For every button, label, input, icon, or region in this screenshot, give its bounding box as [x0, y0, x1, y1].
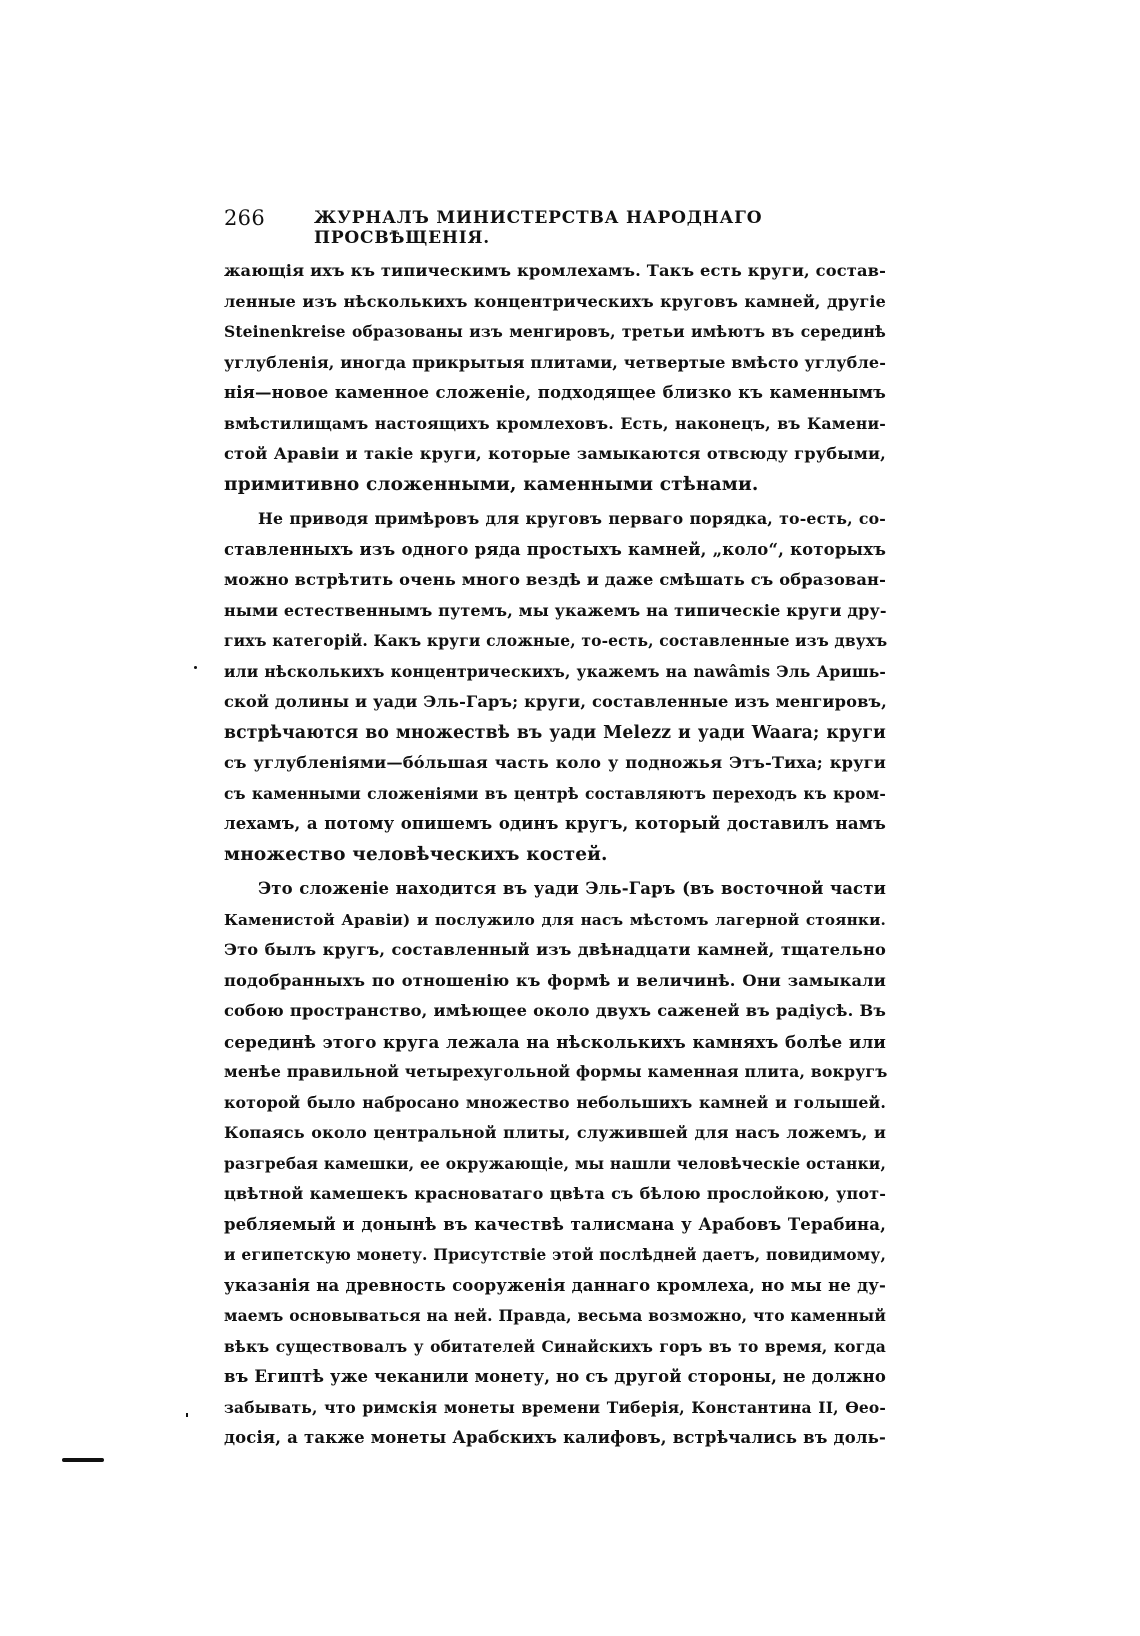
text-line: и египетскую монету. Присутствіе этой послѣдней даетъ, повидимому, [224, 1245, 886, 1264]
text-line: съ каменными сложеніями въ центрѣ составляютъ переходъ къ кром- [224, 783, 886, 803]
text-line: менѣе правильной четырехугольной формы каменная плита, вокругъ [224, 1062, 888, 1081]
text-line: Это былъ кругъ, составленный изъ двѣнадцати камней, тщательно [224, 940, 886, 959]
text-line: Каменистой Аравіи) и послужило для насъ мѣстомъ лагерной стоянки. [224, 910, 886, 929]
text-line: ской долины и уади Эль-Гаръ; круги, составленные изъ менгировъ, [224, 692, 887, 711]
scan-speck [194, 666, 197, 669]
text-line: нія—новое каменное сложеніе, подходящее близко къ каменнымъ [224, 383, 886, 402]
text-line: жающія ихъ къ типическимъ кромлехамъ. Такъ есть круги, состав- [224, 261, 886, 280]
text-line: ставленныхъ изъ одного ряда простыхъ камней, „коло“, которыхъ [224, 539, 886, 559]
text-line: Копаясь около центральной плиты, служившей для насъ ложемъ, и [224, 1123, 886, 1142]
text-line: Это сложеніе находится въ уади Эль-Гаръ (въ восточной части [258, 879, 886, 898]
text-line: встрѣчаются во множествѣ въ уади Melezz и уади Waara; круги [224, 722, 886, 743]
text-line: въ Египтѣ уже чеканили монету, но съ другой стороны, не должно [224, 1367, 886, 1386]
text-line: указанія на древность сооруженія даннаго кромлеха, но мы не ду- [224, 1275, 886, 1295]
paragraph-1 [224, 256, 886, 500]
text-line: ленные изъ нѣсколькихъ концентрическихъ круговъ камней, другіе [224, 291, 886, 311]
text-line: можно встрѣтить очень много вездѣ и даже смѣшать съ образован- [224, 570, 886, 589]
scan-speck [186, 1413, 188, 1417]
text-line: разгребая камешки, ее окружающіе, мы нашли человѣческіе останки, [224, 1153, 886, 1173]
scan-dash-mark [62, 1458, 104, 1462]
text-line: досія, а также монеты Арабскихъ калифовъ, встрѣчались въ доль- [224, 1428, 886, 1447]
text-line: углубленія, иногда прикрытыя плитами, четвертые вмѣсто углубле- [224, 352, 886, 372]
running-title: ЖУРНАЛЪ МИНИСТЕРСТВА НАРОДНАГО ПРОСВѢЩЕНІЯ. [314, 208, 763, 248]
text-line: вмѣстилищамъ настоящихъ кромлеховъ. Есть, наконецъ, въ Камени- [224, 413, 886, 433]
text-line: собою пространство, имѣющее около двухъ саженей въ радіусѣ. Въ [224, 1001, 886, 1020]
text-line: лехамъ, а потому опишемъ одинъ кругъ, который доставилъ намъ [224, 814, 886, 833]
text-line: съ углубленіями—бóльшая часть коло у подножья Этъ-Тиха; круги [224, 753, 886, 772]
text-line: гихъ категорій. Какъ круги сложные, то-есть, составленные изъ двухъ [224, 631, 888, 650]
paragraph-3 [224, 874, 886, 1454]
text-line: Не приводя примѣровъ для круговъ перваго порядка, то-есть, со- [258, 509, 886, 528]
text-line: цвѣтной камешекъ красноватаго цвѣта съ бѣлою прослойкою, упот- [224, 1184, 886, 1203]
text-line: ребляемый и донынѣ въ качествѣ талисмана у Арабовъ Терабина, [224, 1214, 886, 1234]
text-line: ными естественнымъ путемъ, мы укажемъ на типическіе круги дру- [224, 600, 887, 620]
page-header [224, 206, 884, 248]
text-line: забывать, что римскія монеты времени Тиберія, Константина II, Ѳео- [224, 1397, 886, 1417]
text-line: или нѣсколькихъ концентрическихъ, укажемъ на nawâmis Эль Аришь- [224, 661, 886, 681]
body-text [224, 256, 886, 1454]
text-line: серединѣ этого круга лежала на нѣсколькихъ камняхъ болѣе или [224, 1031, 886, 1052]
text-line: примитивно сложенными, каменными стѣнами. [224, 473, 759, 495]
text-line: вѣкъ существовалъ у обитателей Синайскихъ горъ въ то время, когда [224, 1336, 886, 1356]
text-line: маемъ основываться на ней. Правда, весьма возможно, что каменный [224, 1306, 886, 1325]
paragraph-2 [224, 504, 886, 870]
page-number: 266 [224, 206, 265, 230]
text-line: подобранныхъ по отношенію къ формѣ и величинѣ. Они замыкали [224, 970, 886, 990]
text-line: стой Аравіи и такіе круги, которые замыкаются отвсюду грубыми, [224, 444, 886, 463]
text-line: множество человѣческихъ костей. [224, 843, 608, 865]
text-line: которой было набросано множество небольшихъ камней и голышей. [224, 1092, 886, 1112]
text-line: Steinenkreise образованы изъ менгировъ, третьи имѣютъ въ серединѣ [224, 322, 886, 341]
